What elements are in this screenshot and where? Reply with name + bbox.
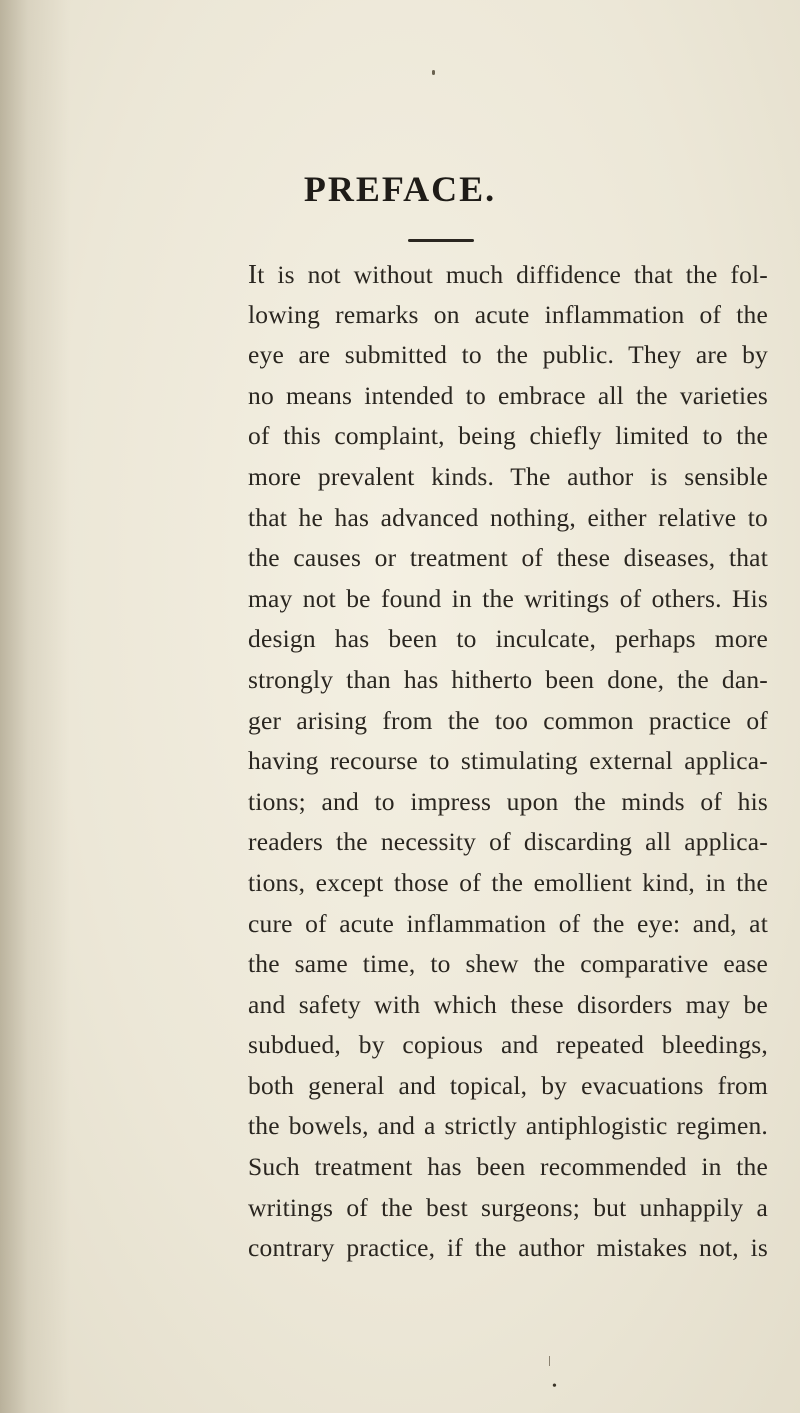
text-line: the same time, to shew the comparative ease xyxy=(248,949,768,979)
text-line: having recourse to stimulating external applica- xyxy=(248,746,768,776)
ink-speck-bottom: • xyxy=(552,1379,557,1394)
text-line: subdued, by copious and repeated bleedings, xyxy=(248,1030,768,1060)
text-line: writings of the best surgeons; but unhappily a xyxy=(248,1192,768,1222)
page-heading: PREFACE. xyxy=(303,169,497,209)
text-line: eye are submitted to the public. They are by xyxy=(248,340,768,370)
text-line: design has been to inculcate, perhaps more xyxy=(248,624,768,654)
text-line: of this complaint, being chiefly limited to the xyxy=(248,421,768,451)
binding-shadow xyxy=(0,0,70,1413)
text-line: tions; and to impress upon the minds of his xyxy=(248,786,768,816)
text-line: tions, except those of the emollient kind, in the xyxy=(248,867,768,897)
text-line: no means intended to embrace all the varieties xyxy=(248,380,768,410)
text-line: contrary practice, if the author mistakes not, is xyxy=(248,1233,768,1263)
text-line: both general and topical, by evacuations from xyxy=(248,1070,768,1100)
text-line: the bowels, and a strictly antiphlogistic regimen. xyxy=(248,1111,768,1141)
text-line: lowing remarks on acute inflammation of the xyxy=(248,299,768,329)
text-line: the causes or treatment of these diseases, that xyxy=(248,543,768,573)
ink-mark xyxy=(549,1356,550,1366)
text-line: ger arising from the too common practice of xyxy=(248,705,768,735)
text-line: more prevalent kinds. The author is sensible xyxy=(248,461,768,491)
text-line: and safety with which these disorders may be xyxy=(248,989,768,1019)
text-line: may not be found in the writings of others. His xyxy=(248,583,768,613)
preface-body xyxy=(248,254,768,1269)
text-line: that he has advanced nothing, either relative to xyxy=(248,502,768,532)
text-line: It is not without much diffidence that the fol- xyxy=(248,259,768,289)
ink-speck-top xyxy=(432,70,435,75)
text-line: readers the necessity of discarding all applica- xyxy=(248,827,768,857)
heading-rule xyxy=(408,239,474,242)
text-line: cure of acute inflammation of the eye: and, at xyxy=(248,908,768,938)
text-line: Such treatment has been recommended in the xyxy=(248,1152,768,1182)
text-line: strongly than has hitherto been done, the dan- xyxy=(248,664,768,694)
